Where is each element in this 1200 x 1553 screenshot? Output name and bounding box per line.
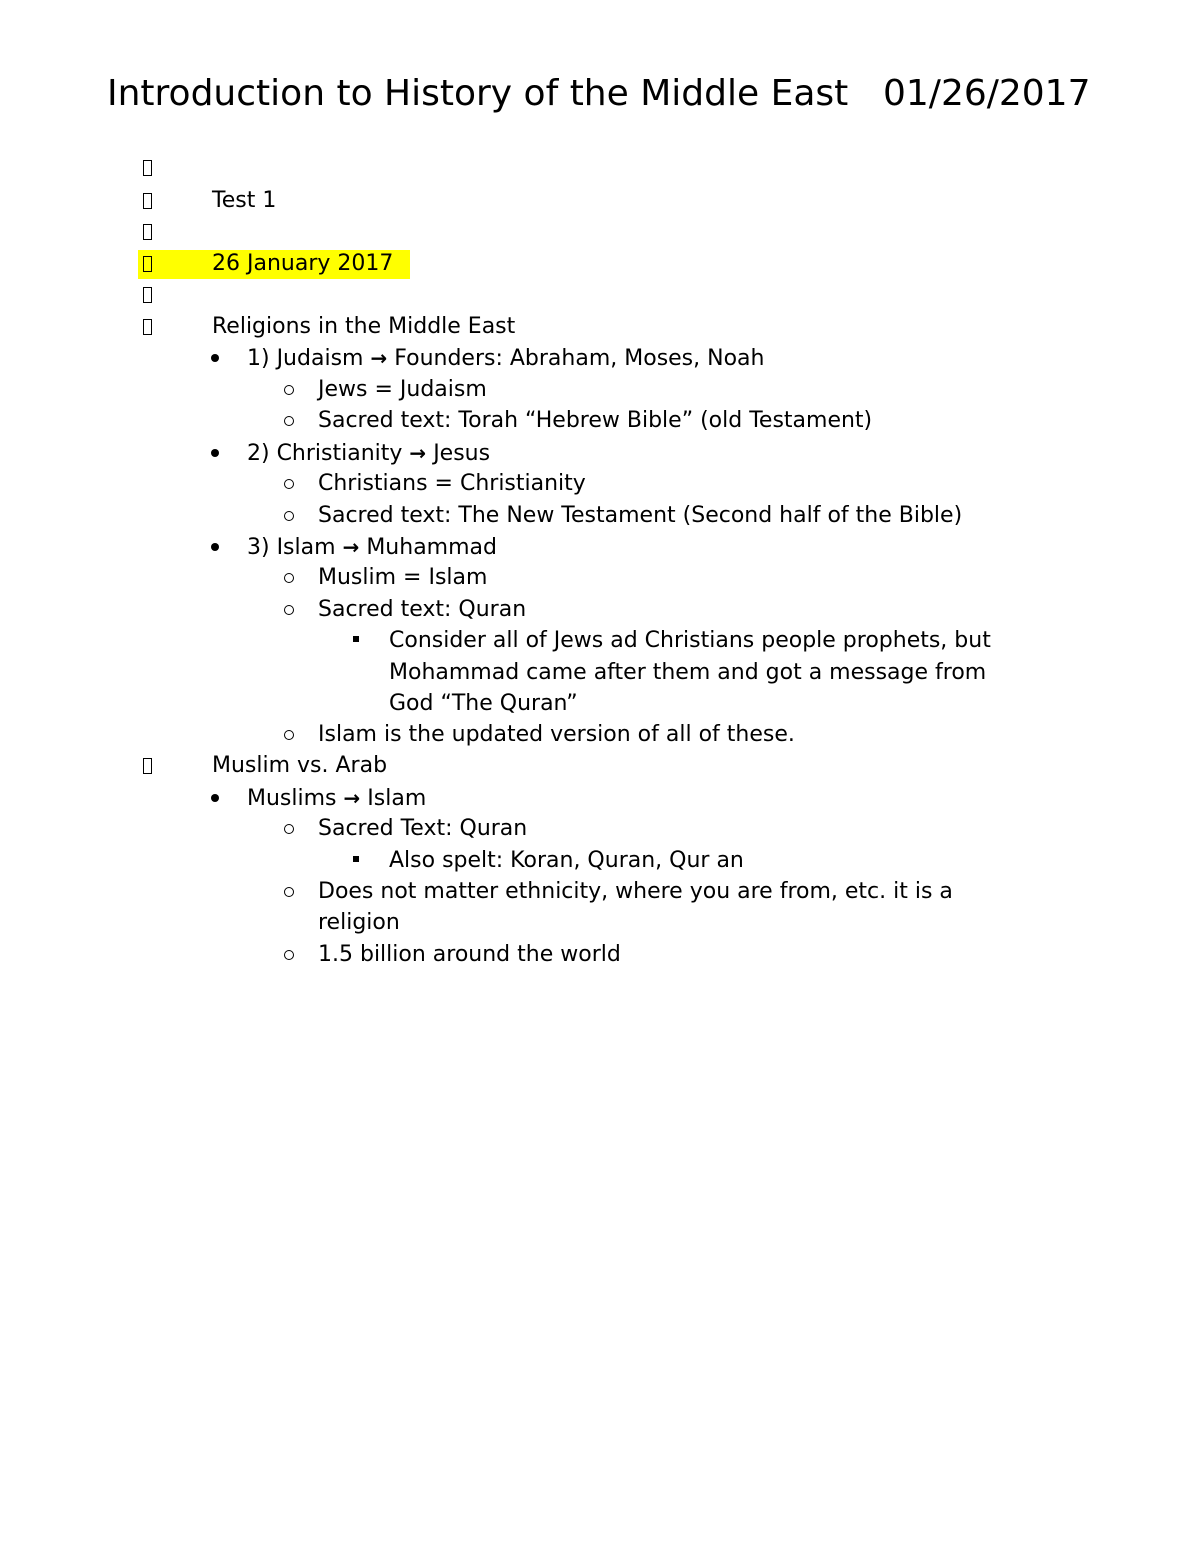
bullet-disc-icon (211, 449, 219, 457)
test-label: Test 1 (212, 188, 277, 213)
bullet-circle-icon (284, 887, 294, 897)
missing-glyph-icon (143, 160, 152, 176)
muslims-spelt: Also spelt: Koran, Quran, Qur an (389, 848, 744, 873)
bullet-circle-icon (284, 416, 294, 426)
bullet-circle-icon (284, 573, 294, 583)
christianity-sub1: Christians = Christianity (318, 471, 586, 496)
bullet-circle-icon (284, 950, 294, 960)
religions-heading: Religions in the Middle East (212, 314, 516, 339)
islam-label: 3) Islam (247, 535, 336, 560)
bullet-circle-icon (284, 479, 294, 489)
muslim-vs-arab-heading: Muslim vs. Arab (212, 753, 388, 778)
missing-glyph-icon (143, 287, 152, 303)
missing-glyph-icon (143, 224, 152, 240)
islam-sub1: Muslim = Islam (318, 565, 488, 590)
judaism-label: 1) Judaism (247, 346, 364, 371)
christianity-sub2: Sacred text: The New Testament (Second half of the Bible) (318, 503, 963, 528)
page-title (107, 72, 1091, 116)
bullet-disc-icon (211, 543, 219, 551)
bullet-circle-icon (284, 511, 294, 521)
missing-glyph-icon (143, 256, 152, 272)
title-text: Introduction to History of the Middle East (107, 73, 849, 114)
christianity-founder: Jesus (433, 441, 491, 466)
islam-point-line1: Consider all of Jews ad Christians people prophets, but (389, 628, 991, 653)
bullet-circle-icon (284, 605, 294, 615)
muslims-ethnicity-line2: religion (318, 910, 400, 935)
muslims-sacred-text: Sacred Text: Quran (318, 816, 528, 841)
bullet-square-icon (353, 636, 359, 642)
title-date: 01/26/2017 (883, 73, 1091, 114)
bullet-circle-icon (284, 385, 294, 395)
judaism-sub2: Sacred text: Torah “Hebrew Bible” (old Testament) (318, 408, 873, 433)
judaism-founders: Founders: Abraham, Moses, Noah (394, 346, 765, 371)
bullet-circle-icon (284, 730, 294, 740)
bullet-circle-icon (284, 824, 294, 834)
arrow-right-icon: → (370, 346, 388, 370)
islam-founder: Muhammad (366, 535, 497, 560)
muslims-ethnicity-line1: Does not matter ethnicity, where you are from, etc. it is a (318, 879, 953, 904)
missing-glyph-icon (143, 758, 152, 774)
muslims-religion: Islam (367, 786, 427, 811)
missing-glyph-icon (143, 193, 152, 209)
islam-point-line3: God “The Quran” (389, 691, 578, 716)
judaism-sub1: Jews = Judaism (318, 377, 487, 402)
bullet-disc-icon (211, 354, 219, 362)
arrow-right-icon: → (343, 786, 361, 810)
bullet-square-icon (353, 856, 359, 862)
arrow-right-icon: → (409, 441, 427, 465)
islam-sub3: Islam is the updated version of all of these. (318, 722, 795, 747)
islam-point-line2: Mohammad came after them and got a message from (389, 660, 987, 685)
missing-glyph-icon (143, 319, 152, 335)
highlighted-date: 26 January 2017 (212, 251, 394, 276)
islam-sub2: Sacred text: Quran (318, 597, 527, 622)
christianity-label: 2) Christianity (247, 441, 403, 466)
muslims-label: Muslims (247, 786, 337, 811)
arrow-right-icon: → (342, 535, 360, 559)
bullet-disc-icon (211, 794, 219, 802)
muslims-billion: 1.5 billion around the world (318, 942, 621, 967)
